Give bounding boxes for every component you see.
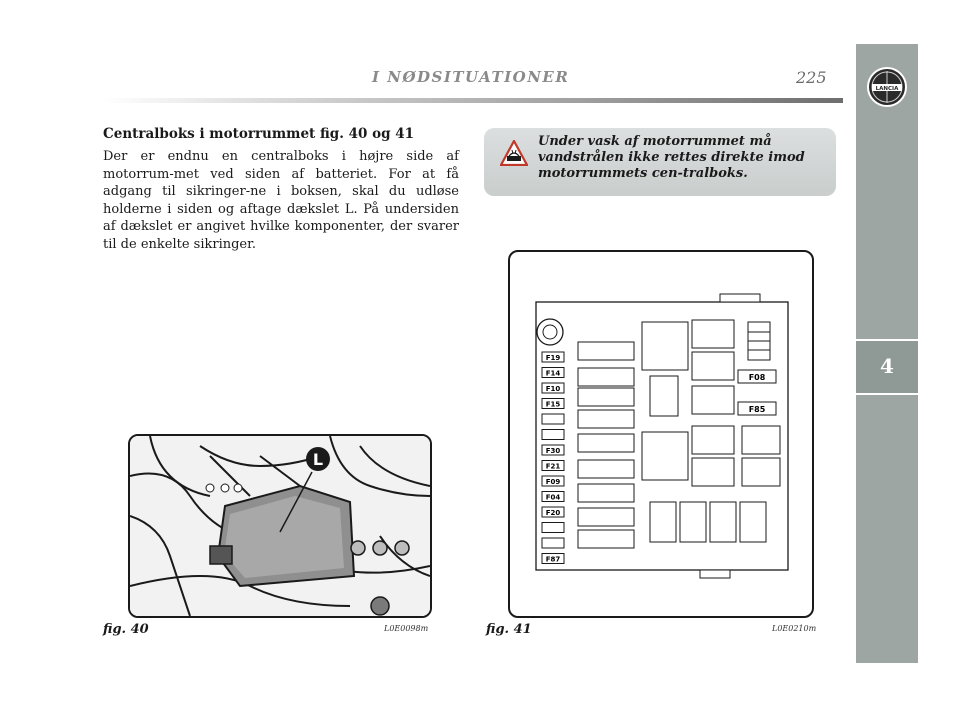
fuse-box-diagram	[510, 252, 812, 616]
callout-label-l: L	[312, 450, 324, 469]
figure-40-code: L0E0098m	[384, 624, 429, 633]
fuse-label: F19	[545, 354, 561, 362]
fuse-label: F08	[748, 373, 766, 382]
fuse-label: F04	[545, 493, 561, 502]
fuse-label: F85	[748, 405, 766, 414]
fuse-label: F15	[545, 400, 561, 409]
fuse-label: F10	[545, 385, 561, 393]
fuse-label: F14	[545, 369, 561, 378]
section-body: Der er endnu en centralboks i højre side af motorrum-met ved siden af batteriet. For at få adgang til sikringer-ne i boksen, skal du udløse holderne i siden og aftage dækslet L. På undersiden af dækslet er angivet hvilke komponenter, der svarer til de enkelte sikringer.	[103, 149, 459, 252]
fuse-slot	[542, 414, 564, 424]
fuse-label: F30	[545, 447, 561, 455]
header-rule	[103, 98, 843, 103]
chapter-number: 4	[880, 354, 894, 378]
fuse-slot	[542, 430, 564, 440]
page-number: 225	[796, 68, 827, 87]
fuse-label: F87	[545, 555, 561, 564]
warning-text: Under vask af motorrummet må vandstrålen ikke rettes direkte imod motorrummets cen-tralboks.	[538, 134, 805, 181]
figure-40-caption: fig. 40	[103, 622, 149, 637]
side-tab-bottom	[856, 395, 918, 663]
lancia-logo-icon	[866, 66, 908, 108]
figure-41-code: L0E0210m	[772, 624, 817, 633]
fuse-slot	[542, 523, 564, 533]
fuse-label: F20	[545, 509, 561, 517]
fuse-label: F21	[545, 462, 561, 471]
fuse-label: F09	[545, 478, 561, 486]
figure-41-caption: fig. 41	[486, 622, 532, 637]
fuse-slot	[542, 538, 564, 548]
section-heading: Centralboks i motorrummet fig. 40 og 41	[103, 126, 415, 142]
figure-41-image	[508, 250, 814, 618]
figure-40-image	[128, 434, 432, 618]
running-header-title: I NØDSITUATIONER	[372, 68, 570, 86]
engine-wash-warning-icon	[500, 140, 528, 166]
logo-text: LANCIA	[875, 86, 899, 92]
